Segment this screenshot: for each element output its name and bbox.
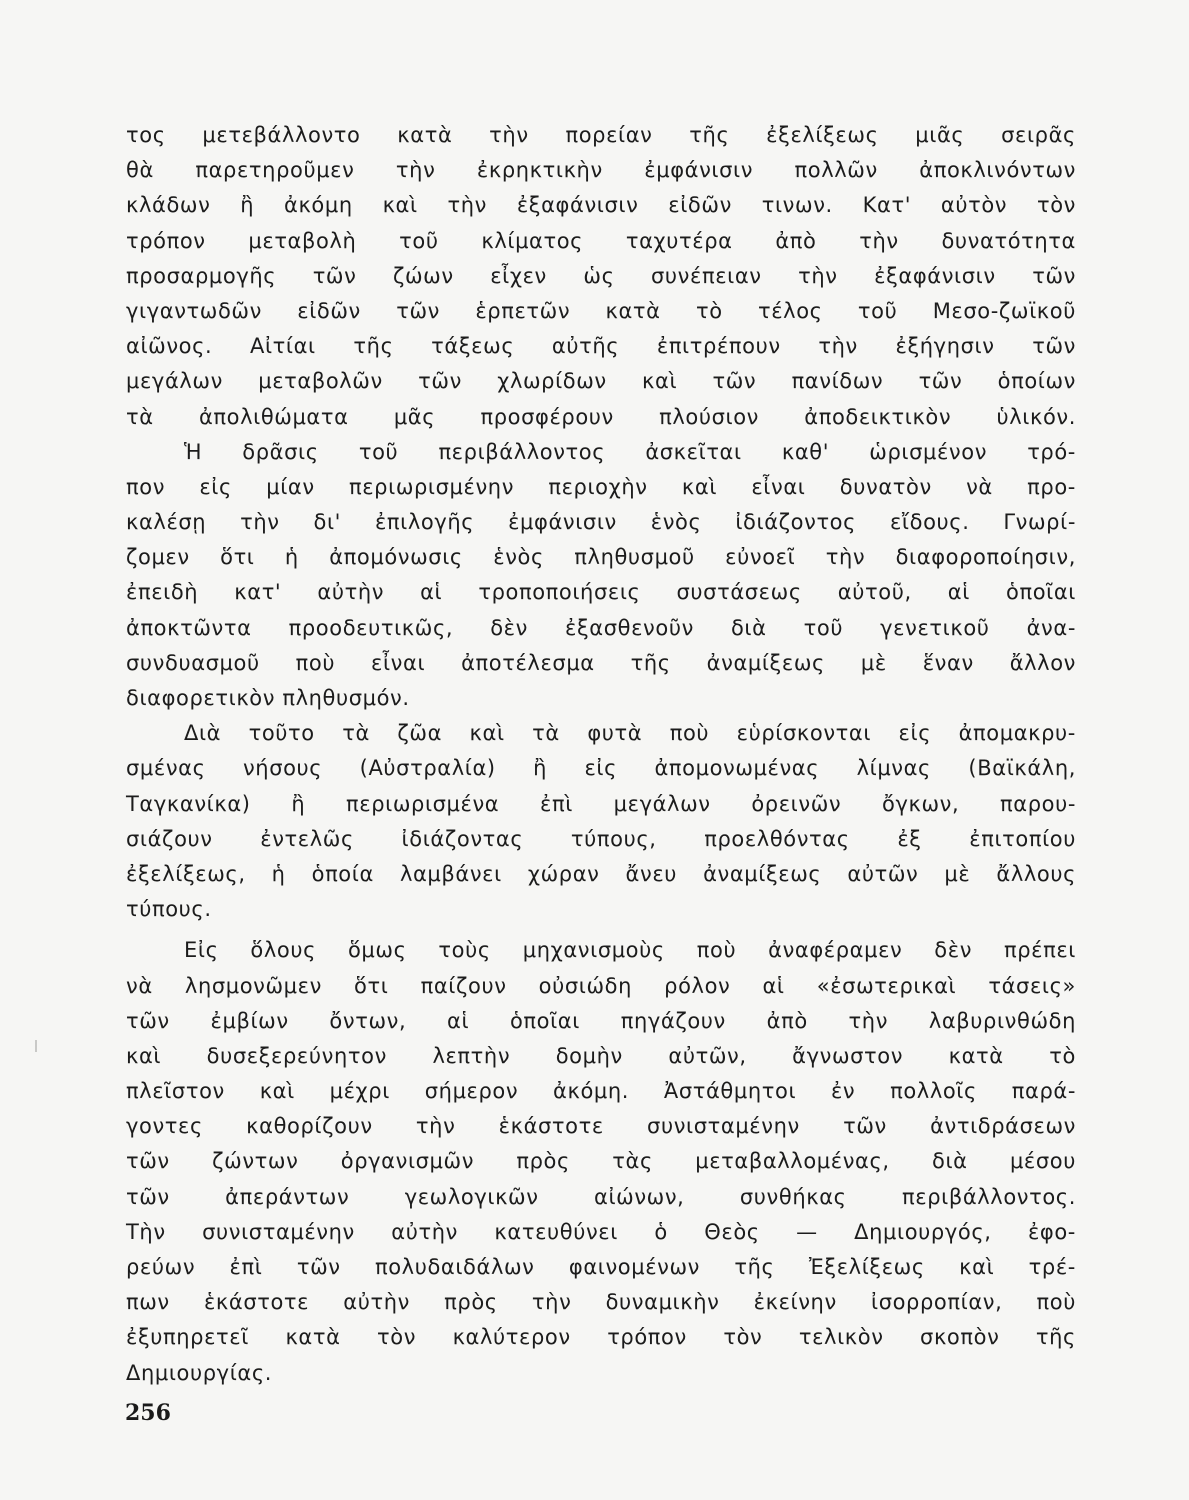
text-line: ρεύων ἐπὶ τῶν πολυδαιδάλων φαινομένων τῆς Ἐξελίξεως καὶ τρέ-	[126, 1255, 1076, 1279]
text-line: τος μετεβάλλοντο κατὰ τὴν πορείαν τῆς ἐξελίξεως μιᾶς σειρᾶς	[126, 123, 1076, 147]
text-line: Δημιουργίας.	[126, 1360, 273, 1385]
paragraph	[126, 435, 1076, 717]
text-line: γοντες καθορίζουν τὴν ἑκάστοτε συνισταμένην τῶν ἀντιδράσεων	[126, 1114, 1076, 1139]
text-line: σιάζουν ἐντελῶς ἰδιάζοντας τύπους, προελθόντας ἐξ ἐπιτοπίου	[126, 826, 1076, 851]
paragraph	[126, 118, 1076, 435]
scan-speck	[35, 1040, 37, 1052]
text-line: διαφορετικὸν πληθυσμόν.	[126, 686, 410, 710]
text-line: τῶν ἀπεράντων γεωλογικῶν αἰώνων, συνθήκας περιβάλλοντος.	[126, 1184, 1076, 1209]
text-line: νὰ λησμονῶμεν ὅτι παίζουν οὐσιώδη ρόλον αἱ «ἐσωτερικαὶ τάσεις»	[126, 973, 1076, 998]
text-line: τύπους.	[126, 897, 212, 922]
text-line: ζομεν ὅτι ἡ ἀπομόνωσις ἑνὸς πληθυσμοῦ εὐνοεῖ τὴν διαφοροποίησιν,	[126, 545, 1076, 570]
text-line: αἰῶνος. Αἰτίαι τῆς τάξεως αὐτῆς ἐπιτρέπουν τὴν ἐξήγησιν τῶν	[126, 334, 1076, 359]
text-line: ἐξυπηρετεῖ κατὰ τὸν καλύτερον τρόπον τὸν τελικὸν σκοπὸν τῆς	[126, 1325, 1076, 1350]
body-text	[126, 118, 1076, 1391]
text-line: κλάδων ἢ ἀκόμη καὶ τὴν ἐξαφάνισιν εἰδῶν τινων. Κατ' αὐτὸν τὸν	[126, 193, 1076, 218]
text-line: συνδυασμοῦ ποὺ εἶναι ἀποτέλεσμα τῆς ἀναμίξεως μὲ ἕναν ἄλλον	[126, 650, 1076, 675]
text-line: ἀποκτῶντα προοδευτικῶς, δὲν ἐξασθενοῦν διὰ τοῦ γενετικοῦ ἀνα-	[126, 615, 1076, 640]
text-line: τῶν ἐμβίων ὄντων, αἱ ὁποῖαι πηγάζουν ἀπὸ τὴν λαβυρινθώδη	[126, 1008, 1076, 1033]
page-number: 256	[125, 1400, 171, 1426]
text-line: τῶν ζώντων ὀργανισμῶν πρὸς τὰς μεταβαλλομένας, διὰ μέσου	[126, 1149, 1076, 1174]
text-line: σμένας νήσους (Αὐστραλία) ἢ εἰς ἀπομονωμένας λίμνας (Βαϊκάλη,	[126, 756, 1076, 781]
text-line: τὰ ἀπολιθώματα μᾶς προσφέρουν πλούσιον ἀποδεικτικὸν ὑλικόν.	[126, 404, 1076, 429]
text-line: θὰ παρετηροῦμεν τὴν ἐκρηκτικὴν ἐμφάνισιν πολλῶν ἀποκλινόντων	[126, 158, 1076, 183]
text-line: τρόπον μεταβολὴ τοῦ κλίματος ταχυτέρα ἀπὸ τὴν δυνατότητα	[126, 228, 1076, 253]
text-line: Διὰ τοῦτο τὰ ζῶα καὶ τὰ φυτὰ ποὺ εὑρίσκονται εἰς ἀπομακρυ-	[184, 721, 1076, 746]
text-line: ἐπειδὴ κατ' αὐτὴν αἱ τροποποιήσεις συστάσεως αὐτοῦ, αἱ ὁποῖαι	[126, 580, 1076, 605]
text-line: προσαρμογῆς τῶν ζώων εἶχεν ὡς συνέπειαν τὴν ἐξαφάνισιν τῶν	[126, 263, 1076, 288]
text-line: πον εἰς μίαν περιωρισμένην περιοχὴν καὶ εἶναι δυνατὸν νὰ προ-	[126, 474, 1076, 499]
text-line: καλέσῃ τὴν δι' ἐπιλογῆς ἐμφάνισιν ἑνὸς ἰδιάζοντος εἴδους. Γνωρί-	[126, 510, 1076, 535]
text-line: πων ἑκάστοτε αὐτὴν πρὸς τὴν δυναμικὴν ἐκείνην ἰσορροπίαν, ποὺ	[126, 1290, 1076, 1315]
text-line: Ταγκανίκα) ἢ περιωρισμένα ἐπὶ μεγάλων ὀρεινῶν ὄγκων, παρου-	[126, 791, 1076, 816]
text-line: καὶ δυσεξερεύνητον λεπτὴν δομὴν αὐτῶν, ἄγνωστον κατὰ τὸ	[126, 1043, 1076, 1068]
text-line: πλεῖστον καὶ μέχρι σήμερον ἀκόμη. Ἀστάθμητοι ἐν πολλοῖς παρά-	[126, 1079, 1076, 1104]
text-line: Τὴν συνισταμένην αὐτὴν κατευθύνει ὁ Θεὸς — Δημιουργός, ἐφο-	[126, 1219, 1076, 1244]
text-line: μεγάλων μεταβολῶν τῶν χλωρίδων καὶ τῶν πανίδων τῶν ὁποίων	[126, 369, 1076, 394]
text-line: γιγαντωδῶν εἰδῶν τῶν ἑρπετῶν κατὰ τὸ τέλος τοῦ Μεσο-ζωϊκοῦ	[126, 298, 1076, 323]
paragraph	[126, 933, 1076, 1390]
paragraph	[126, 716, 1076, 927]
text-line: Ἡ δρᾶσις τοῦ περιβάλλοντος ἀσκεῖται καθ' ὡρισμένον τρό-	[184, 439, 1076, 464]
text-line: ἐξελίξεως, ἡ ὁποία λαμβάνει χώραν ἄνευ ἀναμίξεως αὐτῶν μὲ ἄλλους	[126, 861, 1076, 886]
text-line: Εἰς ὅλους ὅμως τοὺς μηχανισμοὺς ποὺ ἀναφέραμεν δὲν πρέπει	[184, 938, 1076, 963]
